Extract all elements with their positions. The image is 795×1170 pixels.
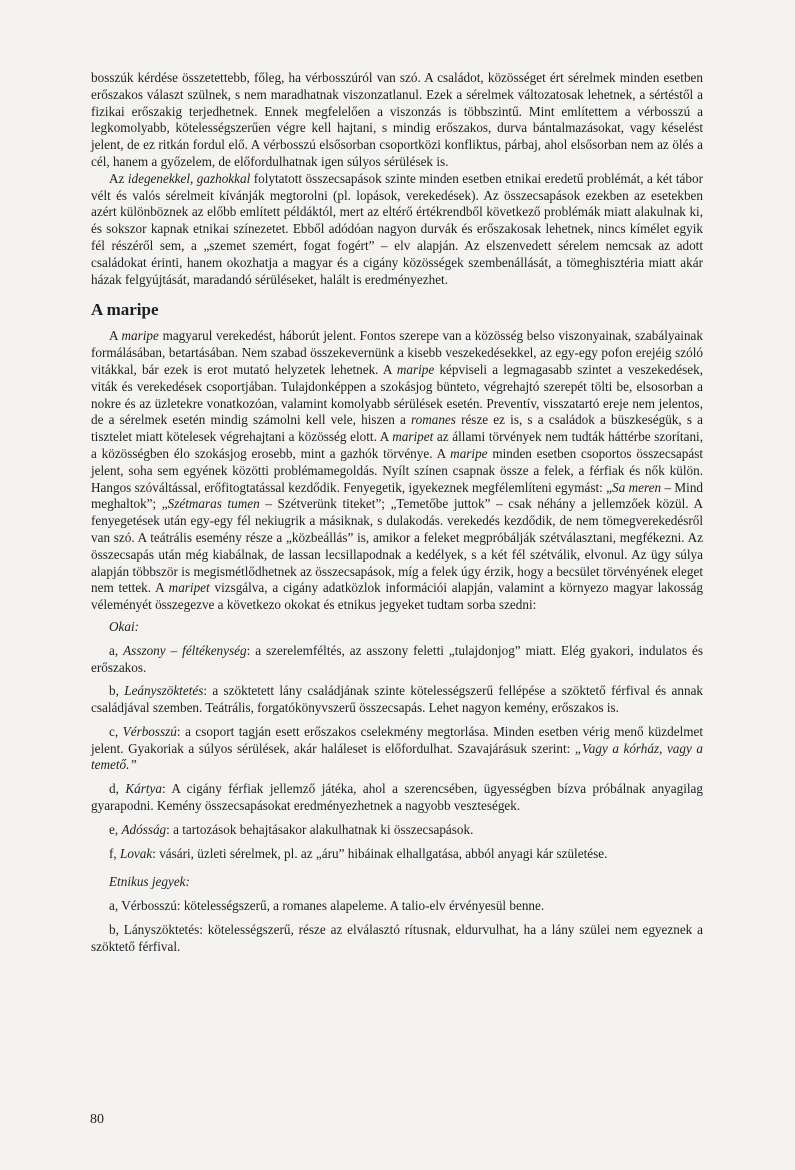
page-number: 80	[90, 1112, 104, 1127]
cause-item-b	[91, 683, 703, 717]
emphasis: maripet	[168, 580, 210, 596]
trait-item-b: b, Lányszöktetés: kötelességszerű, része az elválasztó rítusnak, eldurvulhat, ha a lány szülei nem egyeznek a szöktető férfival.	[91, 922, 703, 954]
intro-paragraph-2	[91, 171, 703, 289]
item-text: : A cigány férfiak jellemző játéka, ahol a szerencsében, ügyességben bízva próbálnak anyagilag gyarapodni. Kemény összecsapásokat eredményezhetnek a nagyobb veszteségek.	[91, 781, 704, 814]
emphasis: maripe	[121, 328, 159, 344]
item-term: Lovak	[120, 845, 153, 861]
causes-label: Okai:	[109, 618, 140, 634]
item-prefix: f,	[109, 845, 120, 861]
cause-item-a	[91, 643, 703, 677]
item-text: : a szöktetett lány családjának szinte kötelességszerű fellépése a szöktető férfival és annak családjával szemben. Teátrális, forgatókönyvszerű összecsapás. Lehet nagyon kemény, erőszakos is.	[91, 683, 704, 716]
item-quote: „Vagy a kórház, vagy a temető.”	[91, 740, 703, 773]
item-prefix: b,	[109, 683, 125, 699]
item-prefix: a,	[109, 642, 124, 658]
trait-item-a: a, Vérbosszú: kötelességszerű, a romanes alapeleme. A talio-elv érvényesül benne.	[109, 898, 545, 914]
item-prefix: e,	[109, 821, 122, 837]
text-column	[91, 70, 703, 956]
item-text: : a szerelemféltés, az asszony feletti „tulajdonjog” miatt. Elég gyakori, indulatos és erőszakos.	[91, 642, 703, 675]
emphasis: maripe	[450, 445, 488, 461]
text-run: magyarul verekedést, háborút jelent. Fontos szerepe van a közösség belso viszonyainak, szabályainak formálásában, betartásában. Nem szabad összekevernünk a kisebb veszekedésekkel, az egy-egy pofon erejéig szóló vitákkal, bár ezek is erot mutató helyzetek lehetnek. A	[91, 328, 704, 377]
item-term: Kártya	[125, 781, 162, 797]
item-text: : a csoport tagján esett erőszakos cselekmény megtorlása. Minden esetben vérig menő küzdelmet jelent. Gyakoriak a súlyos sérülések, akár haláleset is előfordulhat. Szavajárásuk szerint:	[91, 723, 704, 756]
item-prefix: d,	[109, 781, 126, 797]
cause-item-f	[91, 846, 703, 863]
item-text: : a tartozások behajtásakor alakulhatnak ki összecsapások.	[166, 821, 474, 837]
traits-label: Etnikus jegyek:	[109, 874, 190, 890]
item-text: : vásári, üzleti sérelmek, pl. az „áru” hibáinak elhallgatása, abból anyagi kár születése.	[152, 845, 608, 861]
section-heading: A maripe	[91, 300, 159, 320]
emphasis: maripet	[392, 429, 434, 445]
item-prefix: c,	[109, 723, 123, 739]
text-run: része ez is, s a családok a büszkeségük, s a tisztelet miatt kötelesek végrehajtani a közösség elott. A	[91, 412, 703, 445]
text-run: – Szétverünk titeket”; „Temetőbe juttok” – csak néhány a jellemzőek közül. A fenyegetések után egy-egy fél nekiugrik a másiknak, s dulakodás. verekedés kezdődik, de nem tömegverekedésről van szó. A teátrális esemény része a „közbeállás” is, amikor a feleket megpróbálják szétválasztani, megfékezni. Az összecsapás után még kiabálnak, de lassan lecsillapodnak a kedélyek, s a két fél szétválik, elvonul. Az ügy súlya alapján többször is megismétlődhetnek az összecsapások, míg a felek úgy érzik, hogy a becsület törvényének eleget nem tettek. A	[91, 496, 703, 596]
text-run: az állami törvények nem tudták háttérbe szorítani, a közösségben élo szokásjog erosebb, mint a gazhók törvénye. A	[91, 429, 703, 461]
text-run: minden esetben csoportos összecsapást jelent, soha sem egyének közötti problémamegoldás. Nyílt színen csapnak össze a felek, a férfiak és nők külön. Hangos szóváltással, erőfitogtatással kezdődik. Fenyegetik, igyekeznek megfélemlíteni egymást: „	[91, 445, 703, 495]
emphasis: idegenekkel, gazhokkal	[127, 170, 251, 186]
emphasis: romanes	[410, 412, 456, 428]
item-term: Vérbosszú	[122, 723, 177, 739]
cause-item-e	[91, 822, 703, 839]
item-term: Adósság	[121, 821, 167, 837]
text-run: vizsgálva, a cigány adatközlok információi alapján, valamint a környezo magyar lakosság véleményét összegezve a következo okokat és etnikus jegyeket tudtam sorba szedni:	[91, 580, 703, 613]
emphasis: maripe	[396, 361, 435, 377]
emphasis: Sa meren	[612, 479, 662, 495]
intro-paragraph-1: bosszúk kérdése összetettebb, főleg, ha vérbosszúról van szó. A családot, közösséget ért sérelmek minden esetben erőszakos választ szülnek, s nem maradhatnak viszonzatlanul. Ezek a sérelmek változatosak lehetnek, a sértéstől a fizikai erőszakig terjedhetnek. Ennek megfelelően a viszonzás is többszintű. Mint említettem a vérbosszú a legkomolyabb, kötelességszerűen végre kell hajtani, s mindig erőszakos, durva bántalmazásokat, vagy késelést jelent, de ez ritkán fordul elő. A vérbosszú elsősorban csoportközi konfliktus, párbaj, ahol elsősorban nem az ölés a cél, hanem a győzelem, de előfordulhatnak igen súlyos sérülések is.	[91, 70, 703, 169]
section-paragraph-1	[91, 328, 703, 614]
text-run: folytatott összecsapások szinte minden esetben etnikai eredetű problémát, a két tábor vélt és valós sérelmeit kívánják megtorolni (pl. lopások, verekedések). Az összecsapások ezekben az esetekben azért különböznek az előbb említett példáktól, mert az eltérő értékrendből következő problémák miatt alakulnak ki, és sokszor kapnak etnikai színezetet. Ebből adódóan nagyon durvák és erőszakosak lehetnek, nincs kímélet egyik fél részéről sem, a „szemet szemért, fogat fogért” – elv alapján. Az elszenvedett sérelem nemcsak az adott családokat érinti, hanem okozhatja a magyar és a cigány közösségek szembenállását, a tömeghisztéria miatt akár házak felgyújtását, maradandó sérüléseket, halált is eredményezhet.	[91, 170, 703, 287]
item-term: Leányszöktetés	[124, 683, 204, 699]
text-run: – Mind meghaltok”; „	[91, 479, 704, 512]
item-term: Asszony – féltékenység	[123, 642, 247, 658]
emphasis: Szétmaras tumen	[167, 496, 260, 512]
text-run: A	[109, 328, 122, 344]
text-run: Az	[109, 170, 128, 186]
text-run: képviseli a legmagasabb szintet a veszekedések, viták és verekedések csoportjában. Tulajdonképpen a szokásjog bünteto, végrehajtó szerepét tölti be, elsosorban a nokre és az üzletekre vonatkozóan, valamint komolyabb sérülések esetén. Preventív, visszatartó ereje nem jelentos, de a sérelmek esetén mindig számolni kell vele, hiszen a	[91, 361, 703, 428]
cause-item-c	[91, 724, 703, 774]
cause-item-d	[91, 781, 703, 815]
